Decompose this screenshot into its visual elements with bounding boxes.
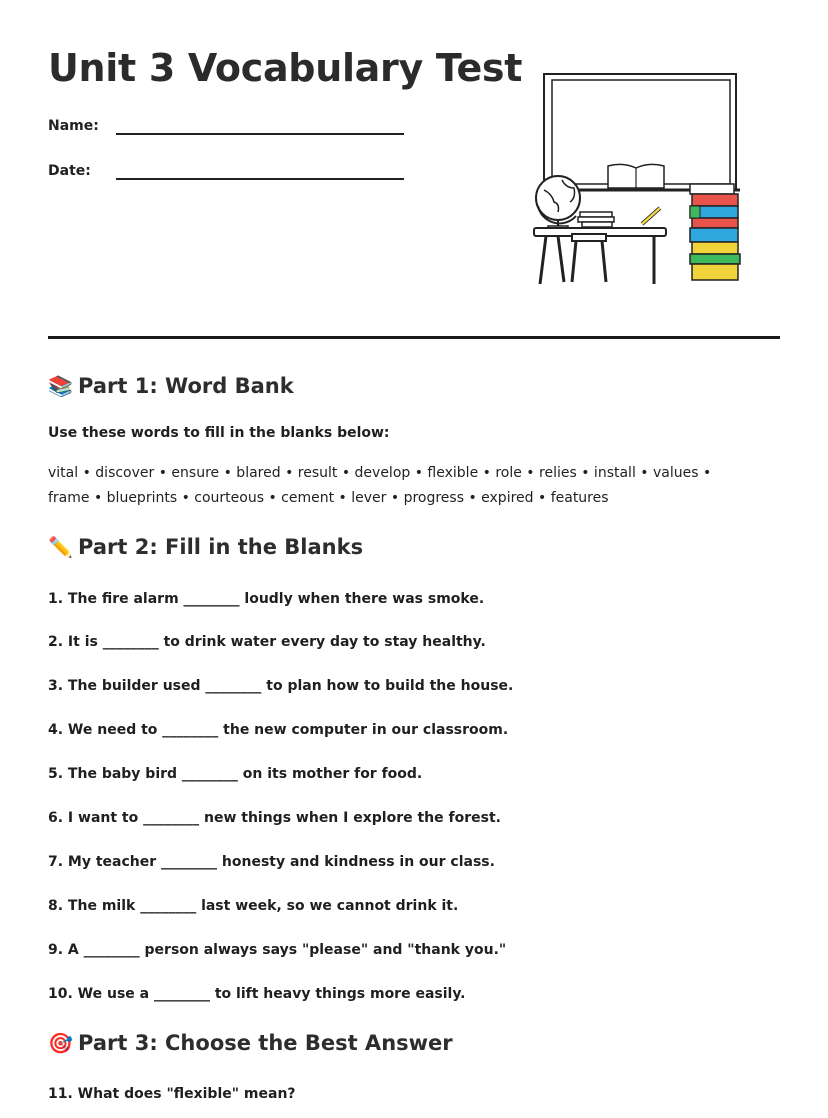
name-blank-line [116, 133, 404, 135]
name-field [48, 118, 116, 134]
question-11: 11. What does "flexible" mean? [48, 1086, 296, 1102]
test-page [48, 0, 780, 1118]
question-7: 7. My teacher ________ honesty and kindness in our class. [48, 854, 495, 870]
part2-heading [48, 535, 363, 559]
part3-heading [48, 1031, 453, 1055]
question-6: 6. I want to ________ new things when I explore the forest. [48, 810, 501, 826]
part1-heading-text: Part 1: Word Bank [78, 374, 294, 398]
question-2: 2. It is ________ to drink water every day to stay healthy. [48, 634, 486, 650]
books-icon: 📚 [48, 374, 73, 398]
question-10: 10. We use a ________ to lift heavy things more easily. [48, 986, 466, 1002]
date-label: Date: [48, 163, 91, 179]
word-bank-instructions: Use these words to fill in the blanks below: [48, 425, 390, 441]
question-4: 4. We need to ________ the new computer in our classroom. [48, 722, 509, 738]
name-label: Name: [48, 118, 99, 134]
question-3: 3. The builder used ________ to plan how to build the house. [48, 678, 514, 694]
target-icon: 🎯 [48, 1031, 73, 1055]
part1-heading [48, 374, 294, 398]
part2-heading-text: Part 2: Fill in the Blanks [78, 535, 364, 559]
question-5: 5. The baby bird ________ on its mother for food. [48, 766, 423, 782]
page-title: Unit 3 Vocabulary Test [48, 46, 523, 90]
header-divider [48, 336, 780, 339]
question-9: 9. A ________ person always says "please" and "thank you." [48, 942, 507, 958]
question-1: 1. The fire alarm ________ loudly when there was smoke. [48, 591, 485, 607]
date-field [48, 163, 116, 179]
date-blank-line [116, 178, 404, 180]
question-8: 8. The milk ________ last week, so we cannot drink it. [48, 898, 459, 914]
pencil-icon: ✏️ [48, 535, 73, 559]
word-bank-list: vital • discover • ensure • blared • result • develop • flexible • role • relies • install • values • frame • blueprints • courteous • cement • lever • progress • expired • features [48, 465, 712, 506]
part3-heading-text: Part 3: Choose the Best Answer [78, 1031, 453, 1055]
classroom-illustration [530, 66, 750, 292]
